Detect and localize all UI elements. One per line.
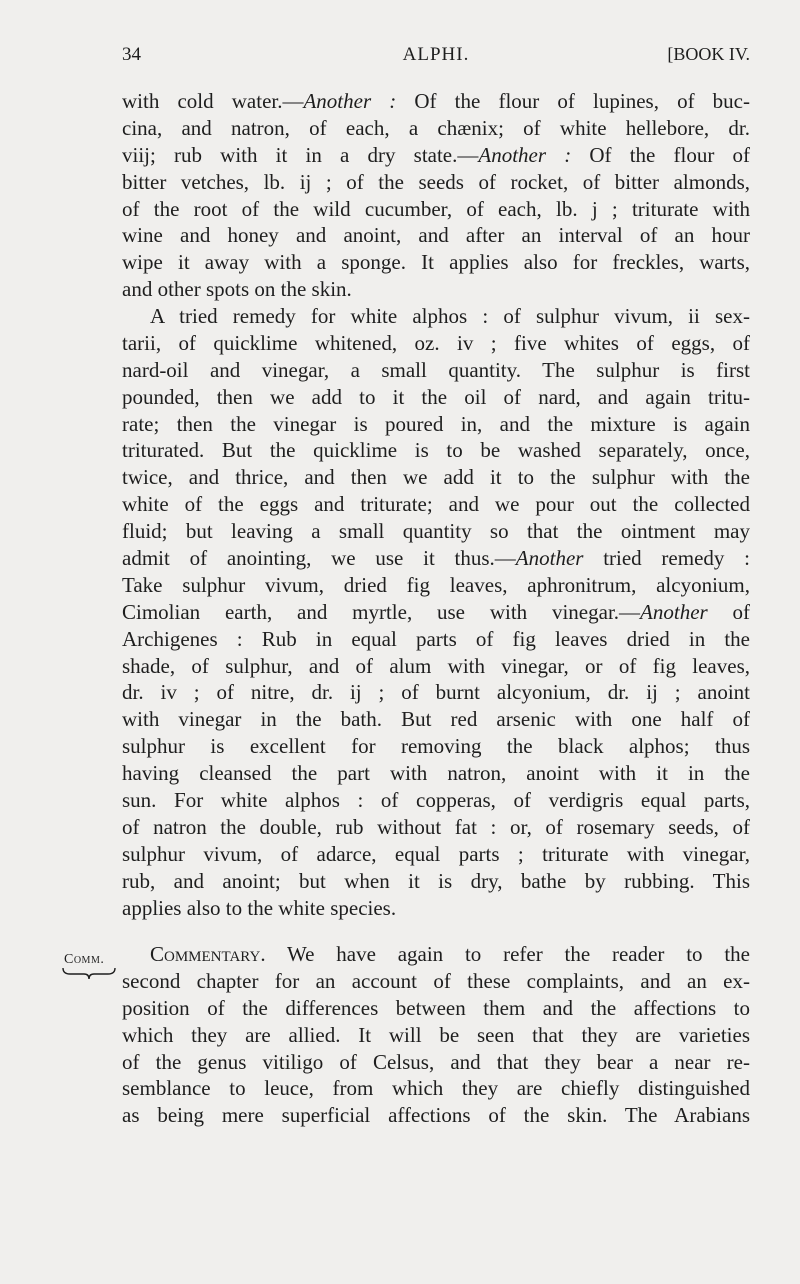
text-line: fluid; but leaving a small quantity so that the ointment may [122,519,750,544]
text-line: wipe it away with a sponge. It applies also for freckles, warts, [122,250,750,275]
running-header [122,44,750,74]
text-line: of natron the double, rub without fat : or, of rosemary seeds, of [122,814,750,839]
text-line: viij; rub with it in a dry state.—Another : Of the flour of [122,142,750,167]
text-line: triturated. But the quicklime is to be washed separately, once, [122,438,750,463]
text-line: of the genus vitiligo of Celsus, and that they bear a near re- [122,1049,750,1074]
text-line: twice, and thrice, and then we add it to the sulphur with the [122,465,750,490]
text-line: admit of anointing, we use it thus.—Another tried remedy : [122,546,750,571]
text-line: semblance to leuce, from which they are chiefly distinguished [122,1076,750,1101]
text-line: rub, and anoint; but when it is dry, bathe by rubbing. This [122,868,750,893]
text-line: of the root of the wild cucumber, of each, lb. j ; triturate with [122,196,750,221]
running-title: ALPHI. [402,44,470,65]
text-line: shade, of sulphur, and of alum with vinegar, or of fig leaves, [122,653,750,678]
book-label: [BOOK IV. [667,44,750,64]
text-line: with cold water.—Another : Of the flour of lupines, of buc- [122,89,750,113]
paragraph-remedies [122,88,750,303]
paragraph-white-alphos [122,303,750,921]
text-line: nard-oil and vinegar, a small quantity. The sulphur is first [122,357,750,382]
text-line: white of the eggs and triturate; and we pour out the collected [122,492,750,517]
text-line: which they are allied. It will be seen that they are varieties [122,1022,750,1047]
text-line: bitter vetches, lb. ij ; of the seeds of rocket, of bitter almonds, [122,169,750,194]
brace-icon [62,966,116,980]
text-line: pounded, then we add to it the oil of nard, and again tritu- [122,384,750,409]
text-line: rate; then the vinegar is poured in, and the mixture is again [122,411,750,436]
text-line: wine and honey and anoint, and after an interval of an hour [122,223,750,248]
text-line: A tried remedy for white alphos : of sulphur vivum, ii sex- [150,304,750,328]
text-line: Archigenes : Rub in equal parts of fig leaves dried in the [122,626,750,651]
text-line: applies also to the white species. [122,895,397,920]
paragraph-commentary [122,941,750,1129]
text-line: second chapter for an account of these complaints, and an ex- [122,968,750,993]
text-line: having cleansed the part with natron, anoint with it in the [122,761,750,786]
commentary-margin-label: Comm. [64,952,105,967]
text-line: as being mere superficial affections of the skin. The Arabians [122,1103,750,1128]
text-line: Take sulphur vivum, dried fig leaves, aphronitrum, alcyonium, [122,572,750,597]
text-line: dr. iv ; of nitre, dr. ij ; of burnt alcyonium, dr. ij ; anoint [122,680,750,705]
text-line: tarii, of quicklime whitened, oz. iv ; five whites of eggs, of [122,330,750,355]
text-line: Cimolian earth, and myrtle, use with vinegar.—Another of [122,599,750,624]
commentary-heading: Commentary. [150,942,266,966]
text-line: sun. For white alphos : of copperas, of verdigris equal parts, [122,788,750,813]
text-line: cina, and natron, of each, a chænix; of white hellebore, dr. [122,115,750,140]
text-line: sulphur is excellent for removing the black alphos; thus [122,734,750,759]
text-line: with vinegar in the bath. But red arsenic with one half of [122,707,750,732]
page-number: 34 [122,44,141,65]
text-line: and other spots on the skin. [122,277,352,302]
text-line: sulphur vivum, of adarce, equal parts ; triturate with vinegar, [122,841,750,866]
text-line: Commentary. We have again to refer the reader to the [150,942,750,966]
text-line: position of the differences between them and the affections to [122,995,750,1020]
